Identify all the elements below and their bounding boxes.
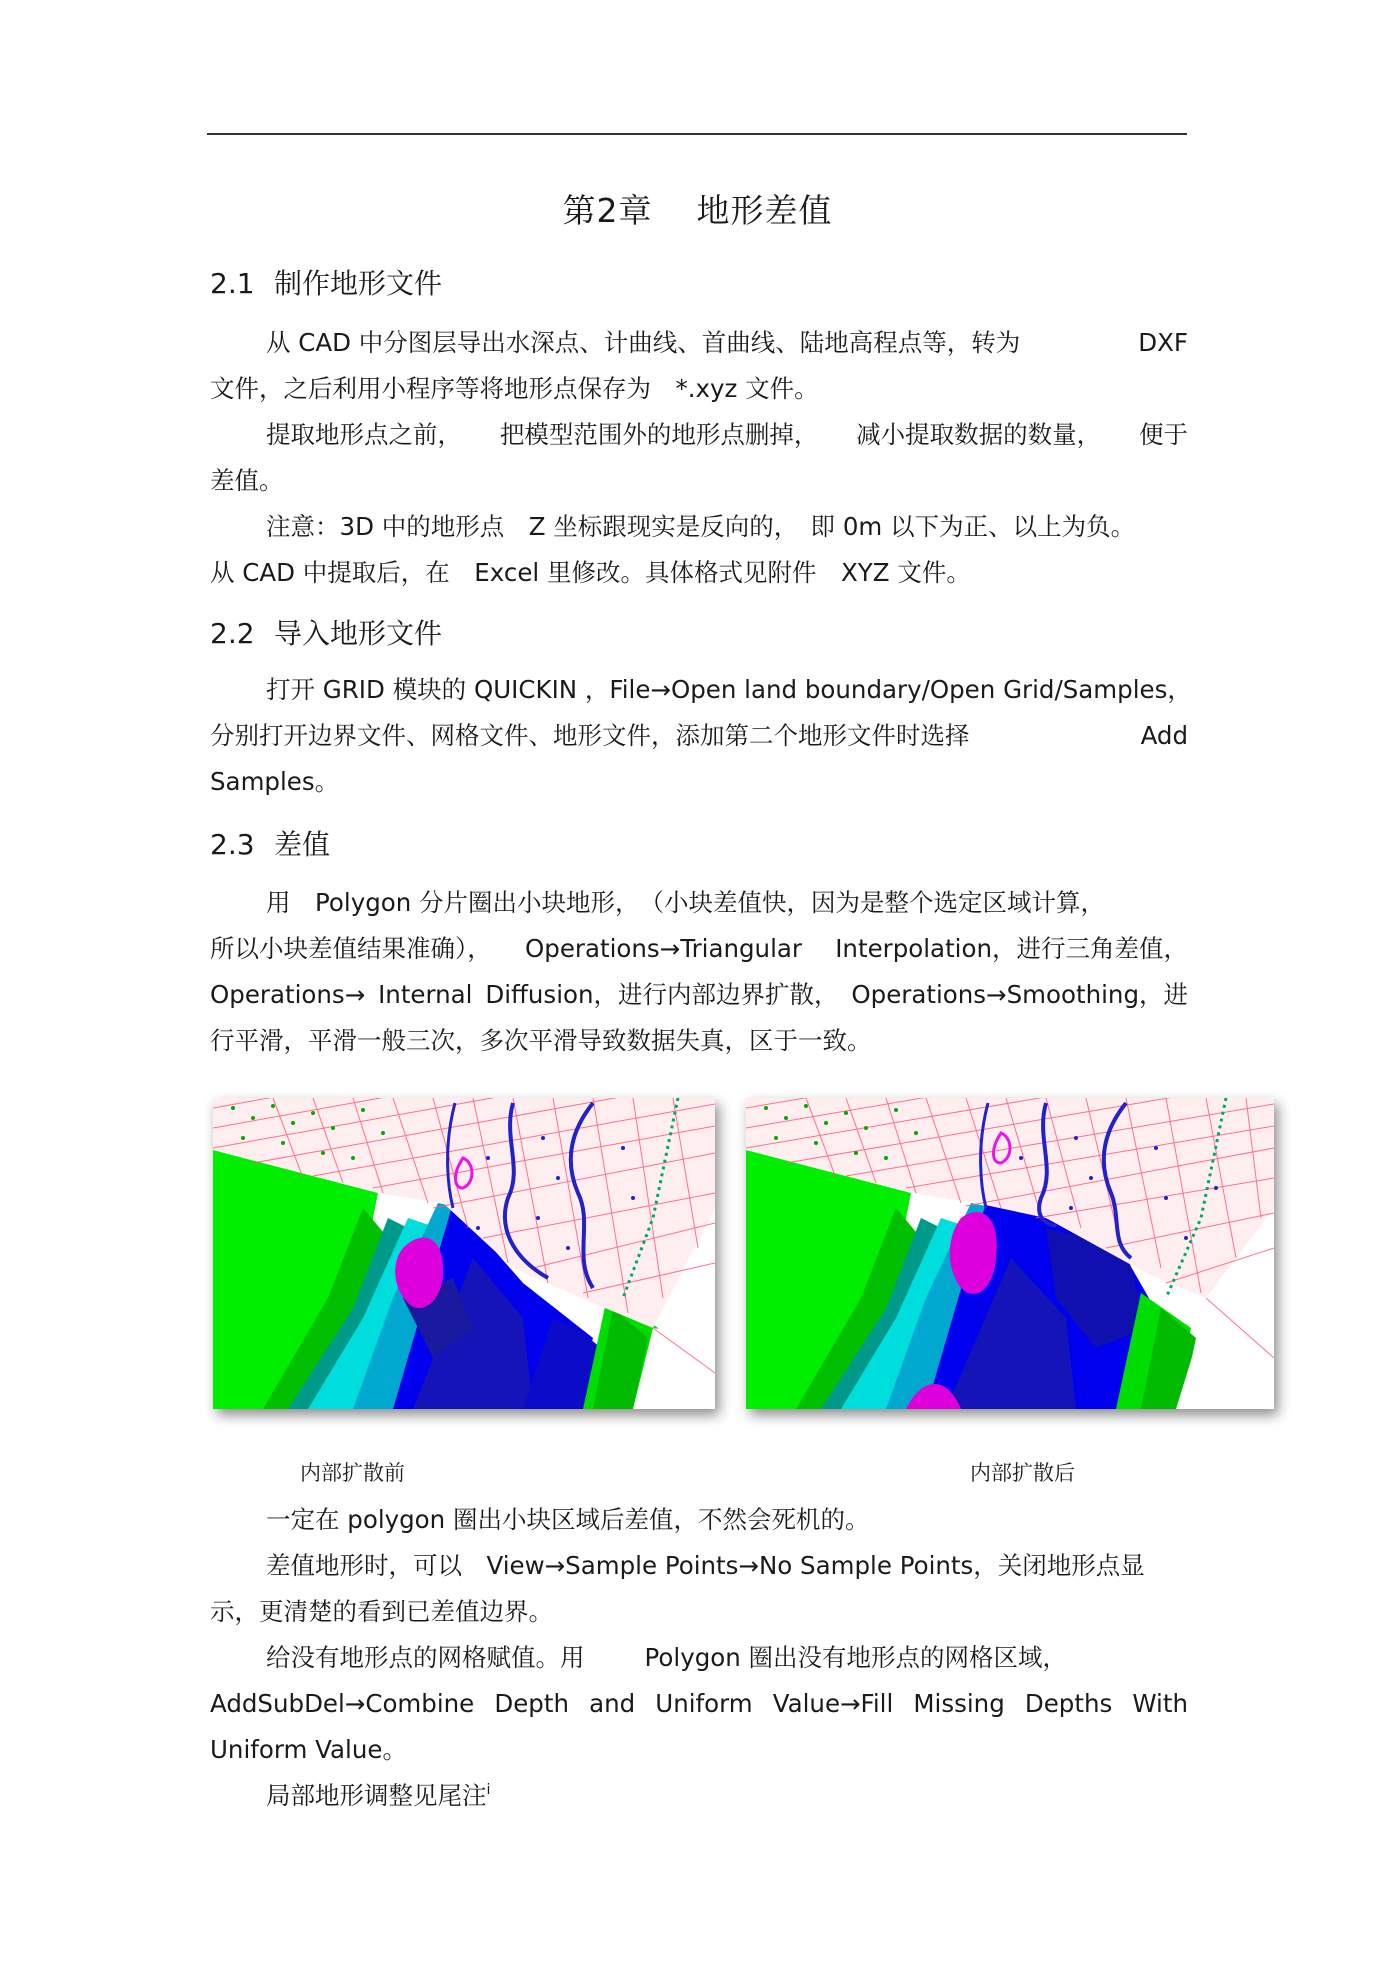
figure-caption-after: 内部扩散后: [970, 1461, 1075, 1485]
figure-caption-before: 内部扩散前: [300, 1461, 405, 1485]
after-figures-body: [210, 1497, 1188, 1819]
paragraph-line: 用 Polygon 分片圈出小块地形， （小块差值快，因为是整个选定区域计算，: [266, 888, 1106, 917]
paragraph-line: 分别打开边界文件、网格文件、地形文件，添加第二个地形文件时选择 Add: [210, 721, 1188, 750]
paragraph-line: Operations→ Internal Diffusion，进行内部边界扩散， Operations→Smoothing，进: [210, 980, 1188, 1009]
paragraph-line: Uniform Value。: [210, 1735, 407, 1764]
paragraph-line: 差值地形时，可以 View→Sample Points→No Sample Points，关闭地形点显: [266, 1551, 1145, 1580]
paragraph-line: AddSubDel→Combine Depth and Uniform Value→Fill Missing Depths With: [210, 1689, 1188, 1718]
paragraph-line: 文件，之后利用小程序等将地形点保存为 *.xyz 文件。: [210, 374, 819, 403]
paragraph-line: 行平滑，平滑一般三次，多次平滑导致数据失真，区于一致。: [210, 1026, 872, 1055]
paragraph-line: 打开 GRID 模块的 QUICKIN ，File→Open land boundary/Open Grid/Samples，: [266, 675, 1192, 704]
section-2-2-heading: 2.2 导入地形文件: [210, 617, 443, 650]
paragraph-line: 差值。: [210, 466, 284, 495]
paragraph-line: 所以小块差值结果准确）， Operations→Triangular Interpolation，进行三角差值，: [210, 934, 1188, 963]
paragraph-line: 从 CAD 中分图层导出水深点、计曲线、首曲线、陆地高程点等，转为 DXF: [266, 328, 1188, 357]
section-2-1-body: [210, 320, 1188, 596]
header-rule: [207, 133, 1187, 135]
section-2-2-body: [210, 667, 1192, 805]
paragraph-line: 提取地形点之前， 把模型范围外的地形点删掉， 减小提取数据的数量， 便于: [266, 420, 1188, 449]
chapter-number: 第2章: [562, 191, 653, 230]
endnote-marker[interactable]: i: [486, 1782, 491, 1798]
section-2-3-heading: 2.3 差值: [210, 828, 331, 861]
chapter-name: 地形差值: [696, 191, 833, 230]
paragraph-line: 给没有地形点的网格赋值。用 Polygon 圈出没有地形点的网格区域，: [266, 1643, 1068, 1672]
paragraph-line: 从 CAD 中提取后，在 Excel 里修改。具体格式见附件 XYZ 文件。: [210, 558, 971, 587]
section-2-3-body: [210, 880, 1188, 1064]
paragraph-line: 注意：3D 中的地形点 Z 坐标跟现实是反向的， 即 0m 以下为正、以上为负。: [266, 512, 1136, 541]
paragraph-line: Samples。: [210, 767, 340, 796]
paragraph-line: 一定在 polygon 圈出小块区域后差值，不然会死机的。: [266, 1505, 870, 1534]
paragraph-line: 示，更清楚的看到已差值边界。: [210, 1597, 553, 1626]
paragraph-line: 局部地形调整见尾注$^i$: [266, 1781, 491, 1810]
chapter-title: [0, 185, 1395, 232]
figure-before-diffusion: [213, 1098, 715, 1409]
figure-after-diffusion: [746, 1098, 1274, 1409]
section-2-1-heading: 2.1 制作地形文件: [210, 267, 443, 300]
